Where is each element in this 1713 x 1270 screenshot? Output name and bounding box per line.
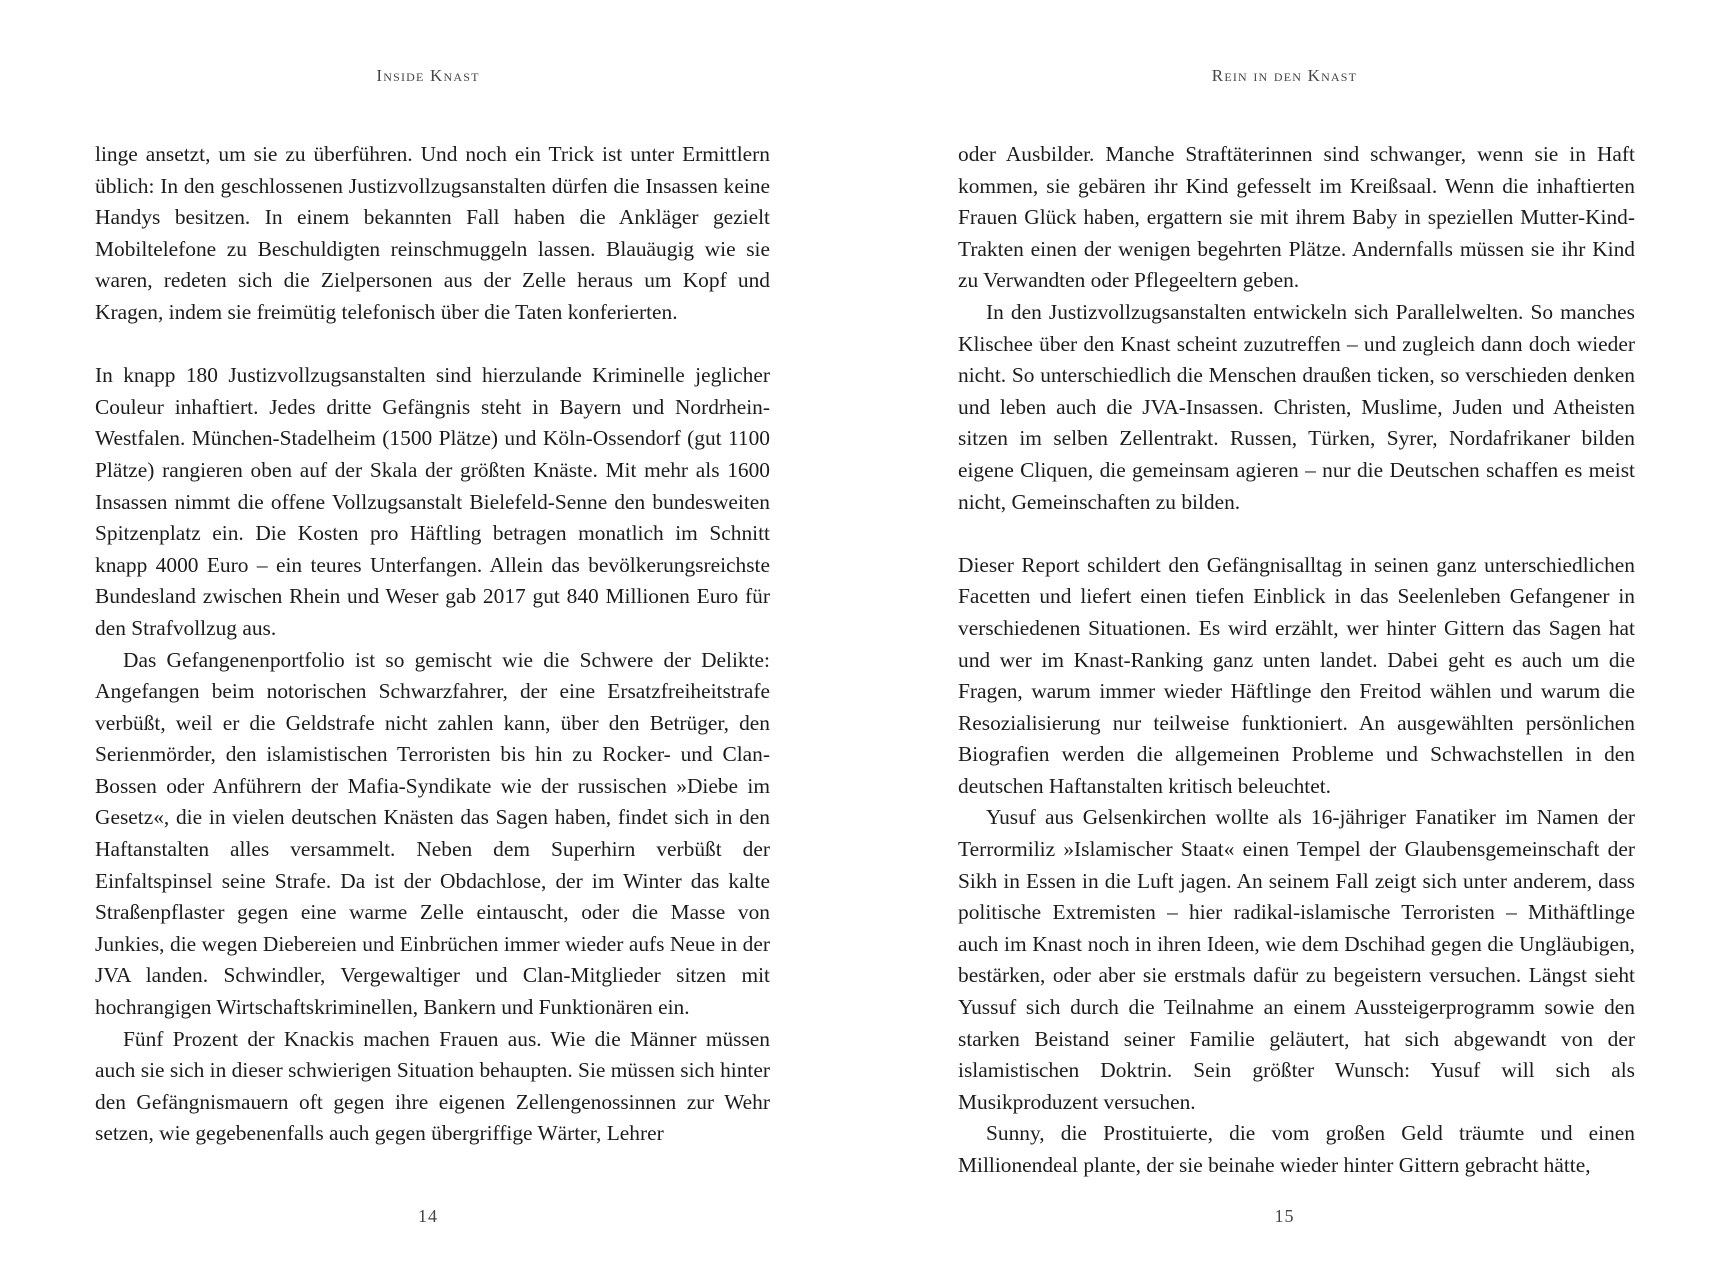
- paragraph: Fünf Prozent der Knackis machen Frauen aus. Wie die Männer müssen auch sie sich in dieser schwierigen Situation behaupten. Sie müssen sich hinter den Gefängnismauern oft gegen ihre eigenen Zellengenossinnen zur Wehr setzen, wie gegebenenfalls auch gegen übergriffige Wärter, Lehrer: [95, 1026, 770, 1146]
- paragraph: Dieser Report schildert den Gefängnisalltag in seinen ganz unterschiedlichen Facetten und liefert einen tiefen Einblick in das Seelenleben Gefangener in verschiedenen Situationen. Es wird erzählt, wer hinter Gittern das Sagen hat und wer im Knast-Ranking ganz unten landet. Dabei geht es auch um die Fragen, warum immer wieder Häftlinge den Freitod wählen und warum die Resozialisierung nur teilweise funktioniert. An ausgewählten persönlichen Biografien werden die allgemeinen Probleme und Schwachstellen in den deutschen Haftanstalten kritisch beleuchtet.: [958, 552, 1635, 798]
- page-number-right: 15: [1274, 1206, 1295, 1226]
- page-number-left: 14: [418, 1206, 438, 1226]
- body-text-right: [958, 139, 1635, 1182]
- right-page: [856, 0, 1713, 1270]
- running-head-right-text: Rein in den Knast: [1211, 66, 1358, 85]
- paragraph: Das Gefangenenportfolio ist so gemischt wie die Schwere der Delikte: Angefangen beim notorischen Schwarzfahrer, der eine Ersatzfreiheitstrafe verbüßt, weil er die Geldstrafe nicht zahlen kann, über den Betrüger, den Serienmörder, den islamistischen Terroristen bis hin zu Rocker- und Clan-Bossen oder Anführern der Mafia-Syndikate wie der russischen »Diebe im Gesetz«, die in vielen deutschen Knästen das Sagen haben, findet sich in den Haftanstalten alles versammelt. Neben dem Superhirn verbüßt der Einfaltspinsel seine Strafe. Da ist der Obdachlose, der im Winter das kalte Straßenpflaster gegen eine warme Zelle eintauscht, oder die Masse von Junkies, die wegen Diebereien und Einbrüchen immer wieder aufs Neue in der JVA landen. Schwindler, Vergewaltiger und Clan-Mitglieder sitzen mit hochrangigen Wirtschaftskriminellen, Bankern und Funktionären ein.: [95, 647, 770, 1020]
- running-head-left-text: Inside Knast: [376, 66, 480, 85]
- paragraph: In den Justizvollzugsanstalten entwickeln sich Parallelwelten. So manches Klischee über den Knast scheint zuzutreffen – und zugleich dann doch wieder nicht. So unterschiedlich die Menschen draußen ticken, so verschieden denken und leben auch die JVA-Insassen. Christen, Muslime, Juden und Atheisten sitzen im selben Zellentrakt. Russen, Türken, Syrer, Nordafrikaner bilden eigene Cliquen, die gemeinsam agieren – nur die Deutschen schaffen es meist nicht, Gemeinschaften zu bilden.: [958, 299, 1635, 514]
- running-head-right: [856, 66, 1713, 86]
- paragraph: oder Ausbilder. Manche Straftäterinnen sind schwanger, wenn sie in Haft kommen, sie gebären ihr Kind gefesselt im Kreißsaal. Wenn die inhaftierten Frauen Glück haben, ergattern sie mit ihrem Baby in speziellen Mutter-Kind-Trakten einen der wenigen begehrten Plätze. Andernfalls müssen sie ihr Kind zu Verwandten oder Pflegeeltern geben.: [958, 142, 1635, 293]
- paragraph: linge ansetzt, um sie zu überführen. Und noch ein Trick ist unter Ermittlern üblich: In den geschlossenen Justizvollzugsanstalten dürfen die Insassen keine Handys besitzen. In einem bekannten Fall haben die Ankläger gezielt Mobiltelefone zu Beschuldigten reinschmuggeln lassen. Blauäugig wie sie waren, redeten sich die Zielpersonen aus der Zelle heraus um Kopf und Kragen, indem sie freimütig telefonisch über die Taten konferierten.: [95, 142, 770, 324]
- left-page: [0, 0, 856, 1270]
- paragraph: In knapp 180 Justizvollzugsanstalten sind hierzulande Kriminelle jeglicher Couleur inhaftiert. Jedes dritte Gefängnis steht in Bayern und Nordrhein-Westfalen. München-Stadelheim (1500 Plätze) und Köln-Ossendorf (gut 1100 Plätze) rangieren oben auf der Skala der größten Knäste. Mit mehr als 1600 Insassen nimmt die offene Vollzugsanstalt Bielefeld-Senne den bundesweiten Spitzenplatz ein. Die Kosten pro Häftling betragen monatlich im Schnitt knapp 4000 Euro – ein teures Unterfangen. Allein das bevölkerungsreichste Bundesland zwischen Rhein und Weser gab 2017 gut 840 Millionen Euro für den Strafvollzug aus.: [95, 363, 770, 640]
- running-head-left: [0, 66, 856, 86]
- body-text-left: [95, 139, 770, 1150]
- paragraph: Sunny, die Prostituierte, die vom großen Geld träumte und einen Millionendeal plante, der sie beinahe wieder hinter Gittern gebracht hätte,: [958, 1121, 1635, 1177]
- paragraph: Yusuf aus Gelsenkirchen wollte als 16-jähriger Fanatiker im Namen der Terrormiliz »Islamischer Staat« einen Tempel der Glaubensgemeinschaft der Sikh in Essen in die Luft jagen. An seinem Fall zeigt sich unter anderem, dass politische Extremisten – hier radikal-islamische Terroristen – Mithäftlinge auch im Knast noch in ihren Ideen, wie dem Dschihad gegen die Ungläubigen, bestärken, oder aber sie erstmals dafür zu begeistern versuchen. Längst sieht Yussuf sich durch die Teilnahme an einem Aussteigerprogramm sowie den starken Beistand seiner Familie geläutert, hat sich abgewandt von der islamistischen Doktrin. Sein größter Wunsch: Yusuf will sich als Musikproduzent versuchen.: [958, 805, 1635, 1114]
